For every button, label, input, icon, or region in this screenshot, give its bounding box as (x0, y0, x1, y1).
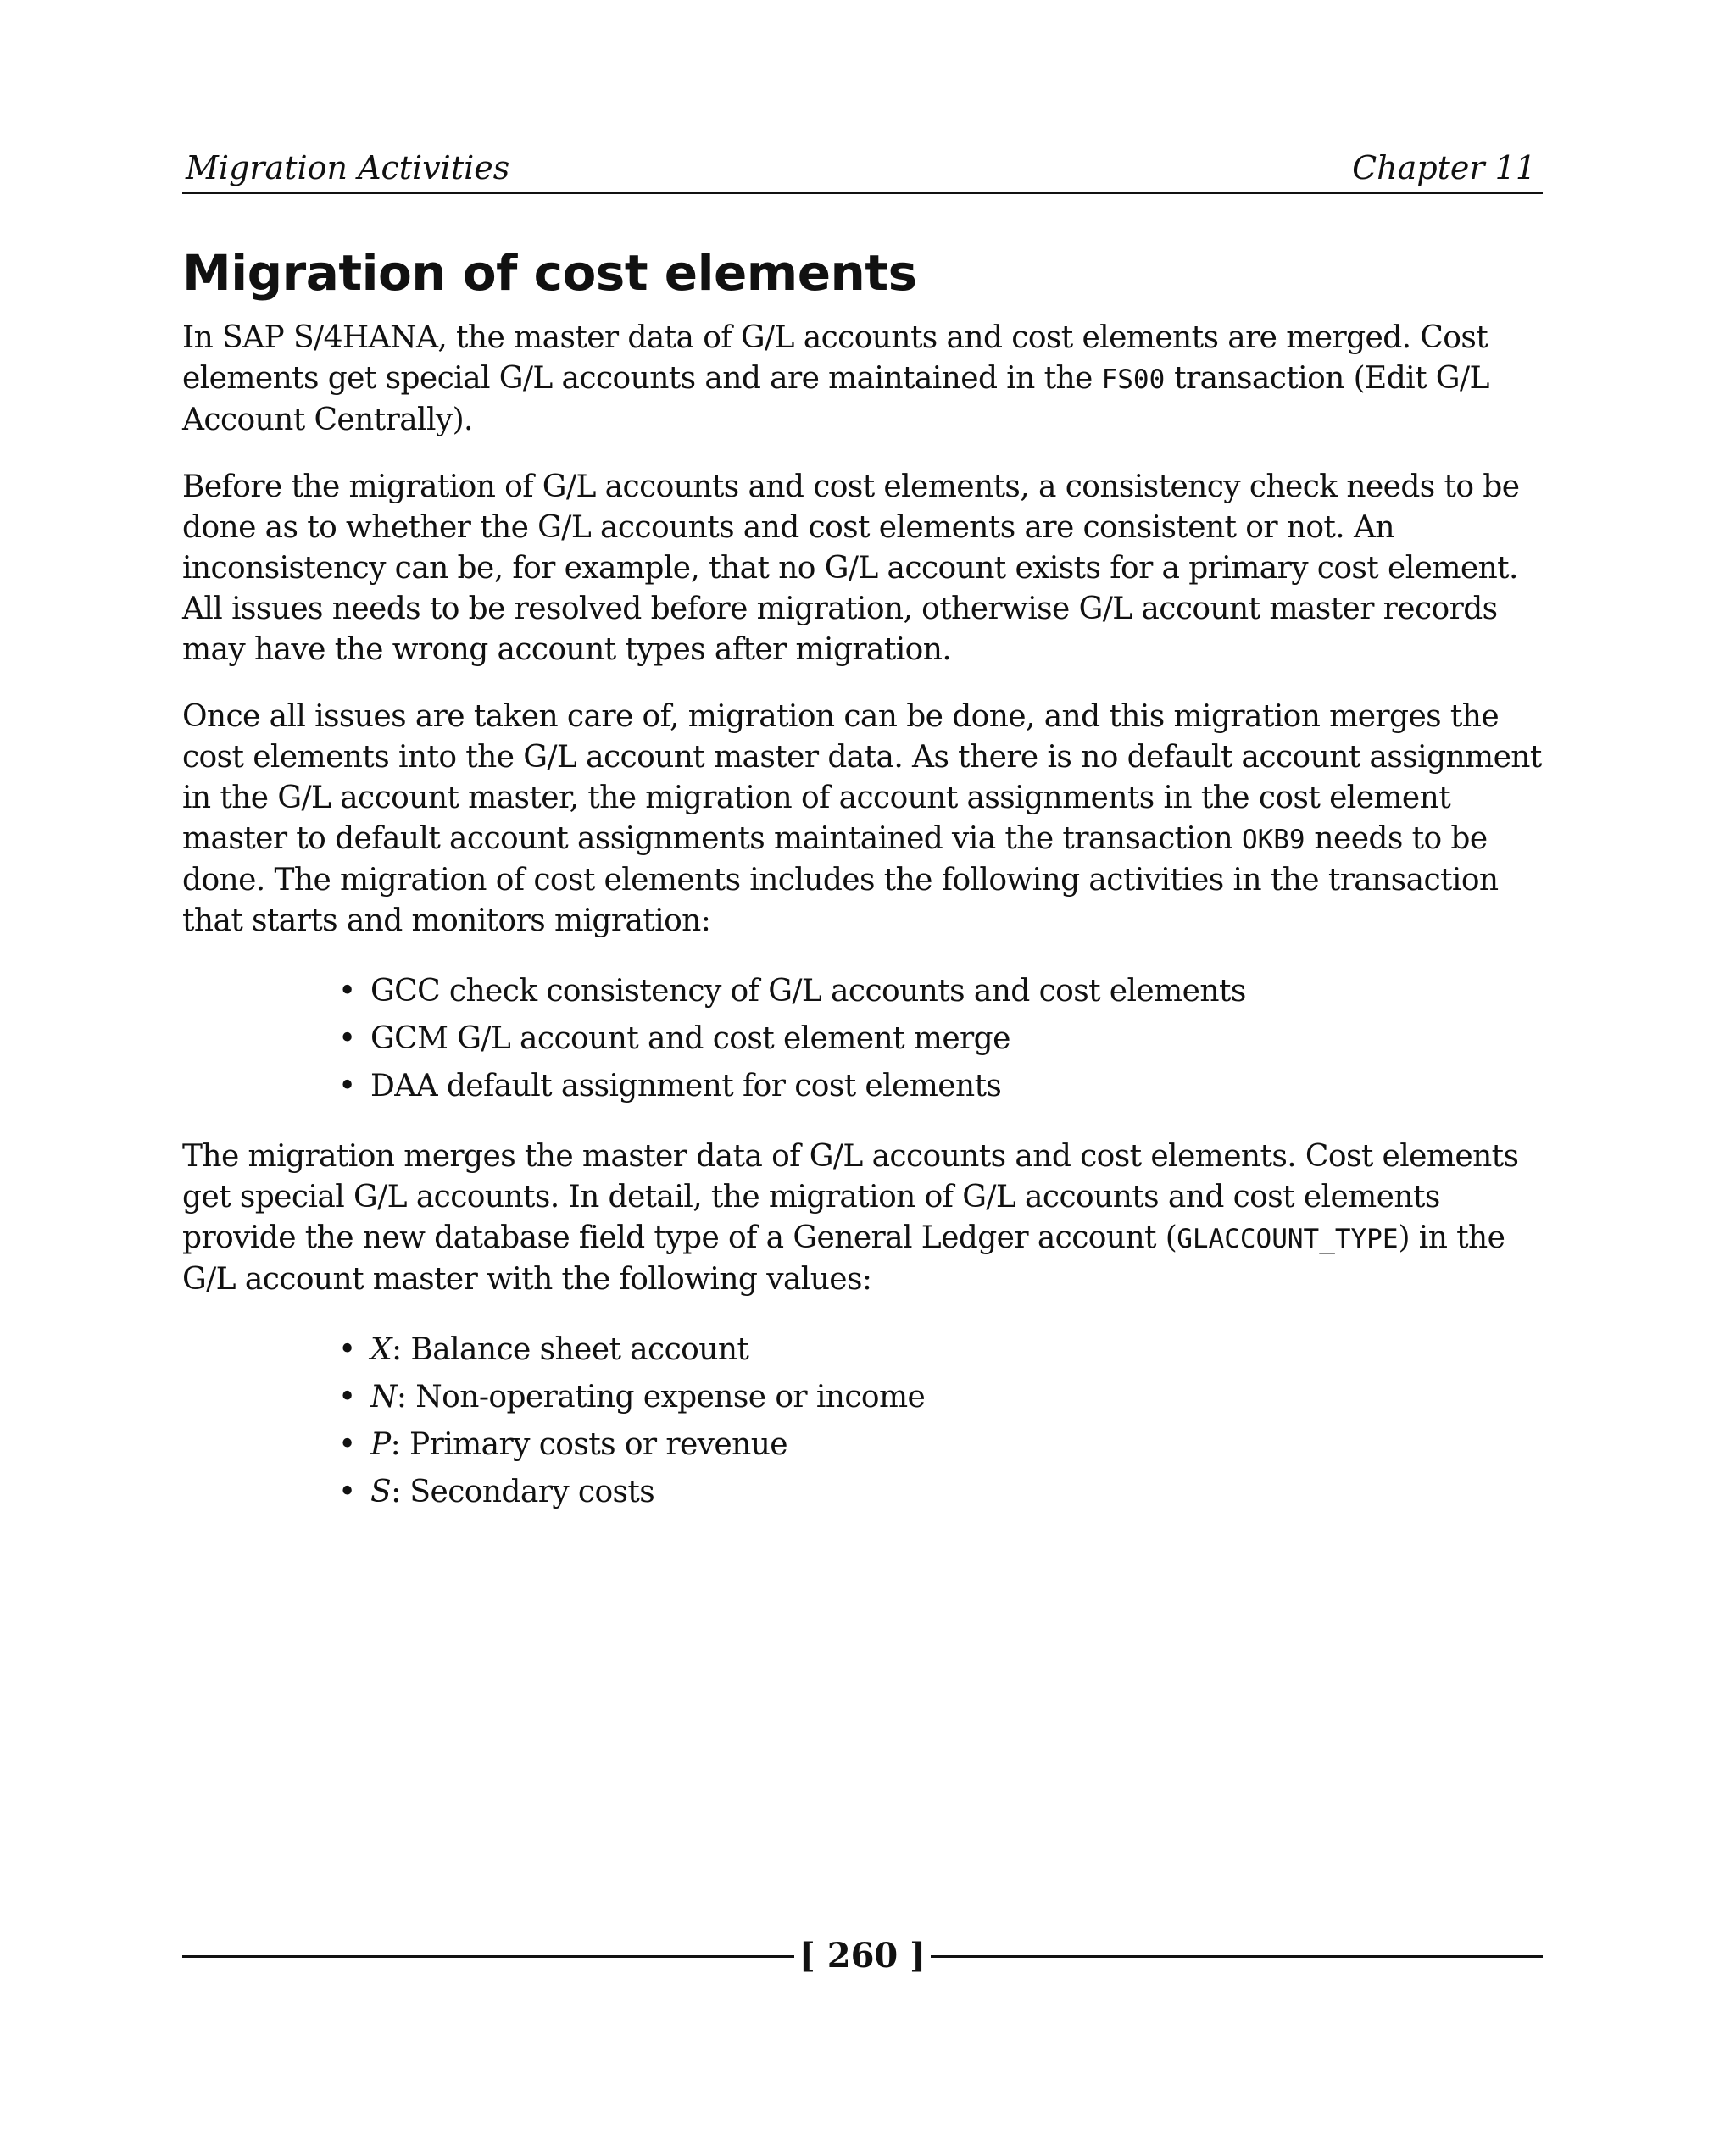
header-chapter-name: Migration Activities (186, 149, 510, 186)
list-item (335, 1421, 1543, 1469)
bullet-icon: • (338, 1427, 356, 1462)
section-title: Migration of cost elements (182, 244, 917, 302)
page-footer (182, 1932, 1543, 1983)
book-page (182, 0, 1543, 2140)
paragraph-account-type-text-1: The migration merges the master data of G/L accounts and cost elements. Cost elements get special G/L accounts. In detail, the migration of G/L accounts and cost elements provide the new database field type of a General Ledger account ( (182, 1139, 1519, 1255)
list-item (335, 968, 1543, 1015)
paragraph-migration-process (182, 697, 1543, 942)
account-type-description: : Secondary costs (391, 1475, 655, 1509)
paragraph-intro-text-2: transaction (Edit G/L Account Centrally). (182, 361, 1489, 437)
bullet-icon: • (338, 974, 356, 1009)
account-type-description: : Non-operating expense or income (396, 1380, 926, 1415)
activities-list (182, 968, 1543, 1110)
paragraph-account-type-text-2: ) in the G/L account master with the following values: (182, 1220, 1505, 1297)
list-item (335, 1469, 1543, 1516)
account-type-description: : Balance sheet account (392, 1332, 749, 1367)
paragraph-account-type (182, 1137, 1543, 1300)
running-header (182, 142, 1543, 194)
account-type-code: S (370, 1475, 392, 1509)
paragraph-consistency-check: Before the migration of G/L accounts and cost elements, a consistency check needs to be done as to whether the G/L accounts and cost elements are consistent or not. An inconsistency can be, for example, that no G/L account exists for a primary cost element. All issues needs to be resolved before migration, otherwise G/L account master records may have the wrong account types after migration. (182, 470, 1520, 667)
transaction-code-fs00: FS00 (1101, 364, 1166, 395)
account-type-code: P (370, 1427, 391, 1462)
list-item (335, 1015, 1543, 1063)
transaction-code-okb9: OKB9 (1241, 825, 1305, 855)
list-item (335, 1326, 1543, 1374)
paragraph-intro-text-1: In SAP S/4HANA, the master data of G/L accounts and cost elements are merged. Cost elements get special G/L accounts and are maintained in the (182, 320, 1488, 396)
field-name-glaccount-type: GLACCOUNT_TYPE (1177, 1224, 1399, 1254)
list-item (335, 1374, 1543, 1421)
footer-rule-right (931, 1955, 1543, 1958)
header-chapter-number: Chapter 11 (1352, 149, 1536, 186)
paragraph-migration-text-1: Once all issues are taken care of, migration can be done, and this migration merges the cost elements into the G/L account master data. As there is no default account assignment in the G/L account master, the migration of account assignments in the cost element master to default account assignments maintained via the transaction (182, 699, 1542, 856)
bullet-icon: • (338, 1021, 356, 1056)
account-type-code: X (370, 1332, 392, 1367)
account-types-list (182, 1326, 1543, 1516)
footer-rule-left (182, 1955, 794, 1958)
bullet-icon: • (338, 1475, 356, 1509)
activity-text: GCC check consistency of G/L accounts and cost elements (370, 974, 1246, 1009)
paragraph-intro (182, 318, 1543, 441)
list-item (335, 1063, 1543, 1110)
account-type-code: N (370, 1380, 397, 1415)
bullet-icon: • (338, 1069, 356, 1103)
body-content (182, 318, 1543, 1542)
activity-text: GCM G/L account and cost element merge (370, 1021, 1010, 1056)
page-number: [ 260 ] (798, 1936, 926, 1976)
account-type-description: : Primary costs or revenue (390, 1427, 787, 1462)
activity-text: DAA default assignment for cost elements (370, 1069, 1002, 1103)
bullet-icon: • (338, 1380, 356, 1415)
bullet-icon: • (338, 1332, 356, 1367)
paragraph-migration-text-2: needs to be done. The migration of cost elements includes the following activities in the transaction that starts and monitors migration: (182, 821, 1499, 938)
